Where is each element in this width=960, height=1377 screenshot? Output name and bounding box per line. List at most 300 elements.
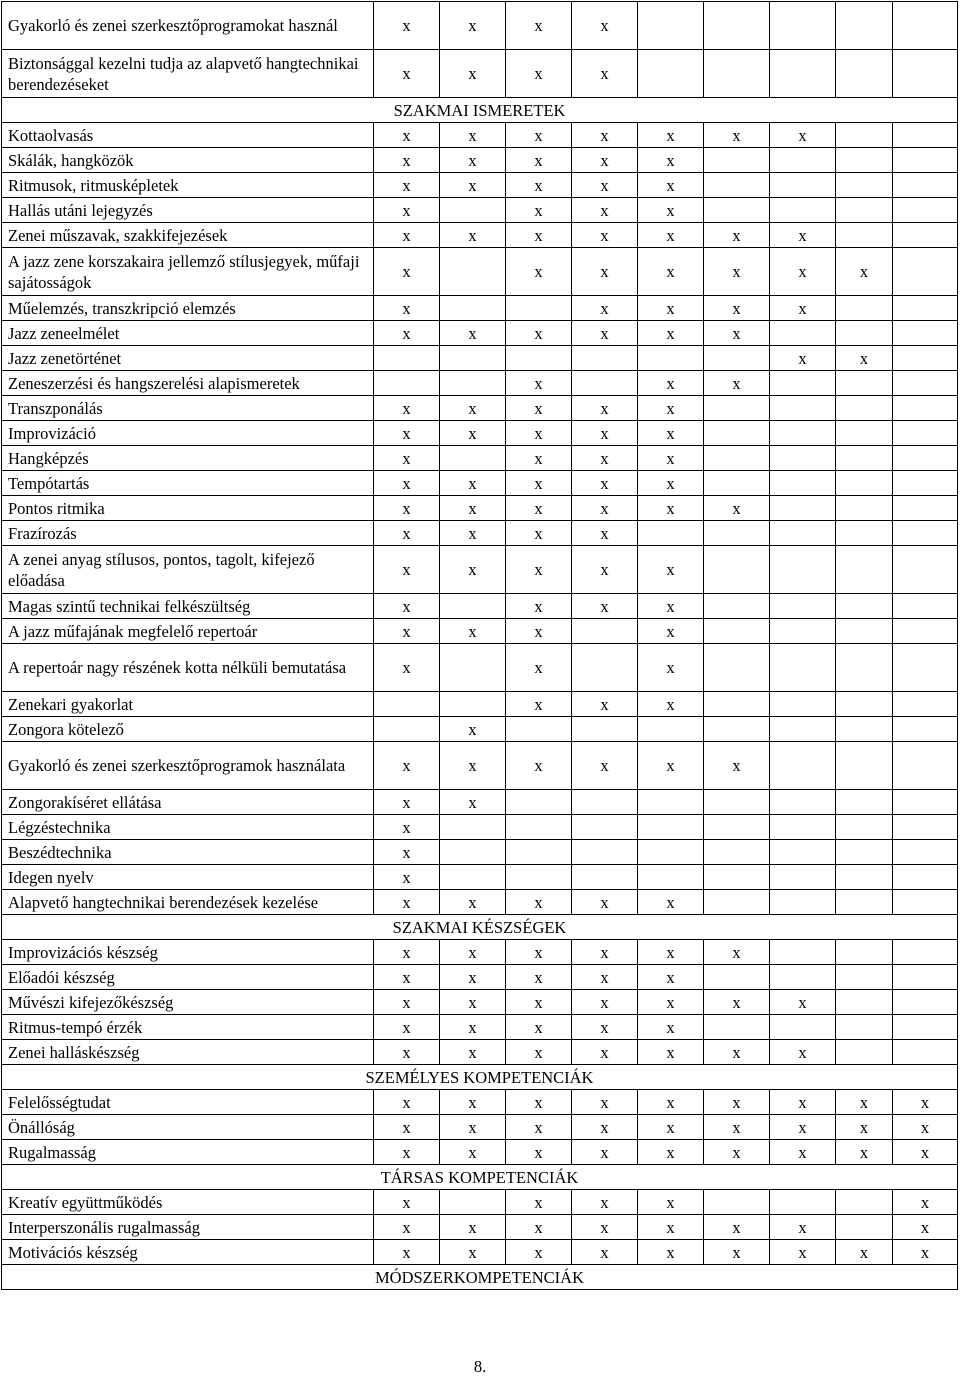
- mark-cell: x: [893, 1115, 958, 1140]
- mark-cell: [440, 865, 506, 890]
- mark-cell: [836, 865, 893, 890]
- mark-cell: x: [638, 123, 704, 148]
- row-label: Improvizáció: [2, 421, 374, 446]
- table-row: [2, 371, 958, 396]
- mark-cell: x: [836, 346, 893, 371]
- mark-cell: [770, 371, 836, 396]
- row-label: Előadói készség: [2, 965, 374, 990]
- mark-cell: [638, 717, 704, 742]
- mark-cell: x: [506, 940, 572, 965]
- mark-cell: [836, 321, 893, 346]
- mark-cell: [704, 521, 770, 546]
- mark-cell: [836, 421, 893, 446]
- mark-cell: [704, 965, 770, 990]
- mark-cell: x: [506, 644, 572, 692]
- mark-cell: [770, 619, 836, 644]
- mark-cell: x: [440, 1015, 506, 1040]
- mark-cell: [770, 742, 836, 790]
- mark-cell: [836, 371, 893, 396]
- mark-cell: [893, 496, 958, 521]
- mark-cell: x: [770, 123, 836, 148]
- table-row: [2, 1115, 958, 1140]
- mark-cell: [704, 692, 770, 717]
- mark-cell: [893, 421, 958, 446]
- mark-cell: x: [572, 421, 638, 446]
- mark-cell: x: [638, 940, 704, 965]
- row-label: Hallás utáni lejegyzés: [2, 198, 374, 223]
- mark-cell: [836, 790, 893, 815]
- section-heading: SZAKMAI KÉSZSÉGEK: [2, 915, 958, 940]
- mark-cell: [704, 790, 770, 815]
- mark-cell: x: [506, 1015, 572, 1040]
- table-row: [2, 546, 958, 594]
- mark-cell: x: [506, 692, 572, 717]
- row-label: Zenekari gyakorlat: [2, 692, 374, 717]
- table-row: [2, 471, 958, 496]
- mark-cell: x: [572, 940, 638, 965]
- mark-cell: x: [440, 717, 506, 742]
- mark-cell: [506, 346, 572, 371]
- mark-cell: [893, 692, 958, 717]
- mark-cell: [440, 371, 506, 396]
- row-label: Jazz zenetörténet: [2, 346, 374, 371]
- mark-cell: [440, 346, 506, 371]
- mark-cell: [770, 421, 836, 446]
- mark-cell: [893, 965, 958, 990]
- mark-cell: x: [572, 198, 638, 223]
- mark-cell: [440, 692, 506, 717]
- mark-cell: [374, 371, 440, 396]
- mark-cell: [770, 594, 836, 619]
- mark-cell: [836, 1040, 893, 1065]
- mark-cell: [770, 865, 836, 890]
- mark-cell: [836, 173, 893, 198]
- table-row: [2, 496, 958, 521]
- mark-cell: [572, 644, 638, 692]
- mark-cell: x: [374, 173, 440, 198]
- mark-cell: [440, 198, 506, 223]
- mark-cell: x: [704, 742, 770, 790]
- mark-cell: x: [704, 1090, 770, 1115]
- mark-cell: [440, 594, 506, 619]
- mark-cell: x: [638, 371, 704, 396]
- mark-cell: [893, 173, 958, 198]
- mark-cell: [506, 865, 572, 890]
- table-row: [2, 173, 958, 198]
- mark-cell: x: [572, 594, 638, 619]
- mark-cell: x: [506, 471, 572, 496]
- row-label: Műelemzés, transzkripció elemzés: [2, 296, 374, 321]
- section-heading: SZAKMAI ISMERETEK: [2, 98, 958, 123]
- mark-cell: [506, 717, 572, 742]
- row-label: Interperszonális rugalmasság: [2, 1215, 374, 1240]
- mark-cell: x: [440, 965, 506, 990]
- mark-cell: x: [638, 496, 704, 521]
- mark-cell: x: [836, 1140, 893, 1165]
- mark-cell: x: [440, 396, 506, 421]
- row-label: Légzéstechnika: [2, 815, 374, 840]
- mark-cell: x: [572, 1040, 638, 1065]
- mark-cell: x: [572, 321, 638, 346]
- mark-cell: [770, 496, 836, 521]
- mark-cell: [893, 865, 958, 890]
- mark-cell: [893, 471, 958, 496]
- mark-cell: [836, 890, 893, 915]
- table-row: [2, 296, 958, 321]
- mark-cell: x: [638, 1115, 704, 1140]
- mark-cell: [770, 1190, 836, 1215]
- mark-cell: x: [638, 965, 704, 990]
- mark-cell: x: [374, 742, 440, 790]
- mark-cell: x: [572, 521, 638, 546]
- mark-cell: [836, 396, 893, 421]
- mark-cell: [770, 173, 836, 198]
- mark-cell: x: [440, 471, 506, 496]
- row-label: Kottaolvasás: [2, 123, 374, 148]
- mark-cell: [836, 2, 893, 50]
- mark-cell: [770, 148, 836, 173]
- mark-cell: x: [374, 815, 440, 840]
- mark-cell: x: [704, 1240, 770, 1265]
- mark-cell: x: [374, 840, 440, 865]
- mark-cell: [638, 2, 704, 50]
- mark-cell: [770, 717, 836, 742]
- mark-cell: [893, 346, 958, 371]
- mark-cell: x: [506, 990, 572, 1015]
- mark-cell: [770, 644, 836, 692]
- table-row: [2, 890, 958, 915]
- mark-cell: [770, 2, 836, 50]
- mark-cell: [893, 248, 958, 296]
- mark-cell: x: [638, 321, 704, 346]
- mark-cell: [770, 692, 836, 717]
- mark-cell: x: [440, 2, 506, 50]
- mark-cell: [704, 619, 770, 644]
- mark-cell: [893, 546, 958, 594]
- mark-cell: [770, 940, 836, 965]
- mark-cell: [770, 521, 836, 546]
- row-label: Gyakorló és zenei szerkesztőprogramokat használ: [2, 2, 374, 50]
- mark-cell: [770, 321, 836, 346]
- row-label: Kreatív együttműködés: [2, 1190, 374, 1215]
- mark-cell: x: [770, 1215, 836, 1240]
- mark-cell: [506, 296, 572, 321]
- mark-cell: [836, 840, 893, 865]
- mark-cell: x: [440, 1090, 506, 1115]
- mark-cell: [770, 815, 836, 840]
- mark-cell: [374, 346, 440, 371]
- mark-cell: x: [374, 123, 440, 148]
- mark-cell: [893, 990, 958, 1015]
- mark-cell: [836, 692, 893, 717]
- mark-cell: x: [572, 742, 638, 790]
- mark-cell: [893, 223, 958, 248]
- mark-cell: x: [374, 1040, 440, 1065]
- mark-cell: x: [572, 50, 638, 98]
- mark-cell: x: [704, 321, 770, 346]
- mark-cell: x: [638, 396, 704, 421]
- mark-cell: [893, 1040, 958, 1065]
- mark-cell: [836, 148, 893, 173]
- mark-cell: [704, 446, 770, 471]
- mark-cell: x: [506, 1040, 572, 1065]
- mark-cell: [770, 396, 836, 421]
- mark-cell: x: [572, 2, 638, 50]
- mark-cell: [638, 50, 704, 98]
- mark-cell: x: [374, 223, 440, 248]
- mark-cell: x: [506, 371, 572, 396]
- table-row: [2, 521, 958, 546]
- section-heading: MÓDSZERKOMPETENCIÁK: [2, 1265, 958, 1290]
- mark-cell: x: [638, 619, 704, 644]
- mark-cell: x: [704, 940, 770, 965]
- section-heading: SZEMÉLYES KOMPETENCIÁK: [2, 1065, 958, 1090]
- mark-cell: x: [374, 1240, 440, 1265]
- mark-cell: x: [572, 446, 638, 471]
- table-row: [2, 50, 958, 98]
- mark-cell: x: [440, 50, 506, 98]
- mark-cell: x: [440, 173, 506, 198]
- mark-cell: x: [374, 644, 440, 692]
- mark-cell: x: [572, 248, 638, 296]
- mark-cell: x: [506, 742, 572, 790]
- mark-cell: x: [770, 990, 836, 1015]
- mark-cell: [506, 790, 572, 815]
- table-row: [2, 1190, 958, 1215]
- mark-cell: x: [572, 123, 638, 148]
- row-label: Ritmus-tempó érzék: [2, 1015, 374, 1040]
- mark-cell: x: [572, 223, 638, 248]
- mark-cell: x: [704, 123, 770, 148]
- mark-cell: x: [638, 546, 704, 594]
- mark-cell: x: [374, 471, 440, 496]
- table-row: [2, 396, 958, 421]
- table-row: [2, 1040, 958, 1065]
- mark-cell: x: [638, 890, 704, 915]
- mark-cell: x: [506, 1140, 572, 1165]
- mark-cell: x: [506, 496, 572, 521]
- mark-cell: x: [506, 148, 572, 173]
- mark-cell: [704, 717, 770, 742]
- table-row: [2, 717, 958, 742]
- mark-cell: x: [638, 1240, 704, 1265]
- mark-cell: x: [374, 619, 440, 644]
- mark-cell: x: [374, 790, 440, 815]
- mark-cell: x: [506, 2, 572, 50]
- mark-cell: x: [374, 50, 440, 98]
- section-row: [2, 1065, 958, 1090]
- mark-cell: [893, 371, 958, 396]
- mark-cell: x: [638, 223, 704, 248]
- mark-cell: [836, 644, 893, 692]
- mark-cell: x: [638, 148, 704, 173]
- mark-cell: [836, 1190, 893, 1215]
- mark-cell: x: [440, 1215, 506, 1240]
- mark-cell: [836, 50, 893, 98]
- mark-cell: x: [638, 990, 704, 1015]
- row-label: Felelősségtudat: [2, 1090, 374, 1115]
- mark-cell: x: [506, 546, 572, 594]
- mark-cell: x: [506, 248, 572, 296]
- mark-cell: [836, 471, 893, 496]
- mark-cell: [374, 717, 440, 742]
- mark-cell: x: [572, 1115, 638, 1140]
- mark-cell: x: [638, 742, 704, 790]
- mark-cell: [770, 471, 836, 496]
- mark-cell: x: [506, 521, 572, 546]
- mark-cell: x: [374, 396, 440, 421]
- mark-cell: [440, 1190, 506, 1215]
- mark-cell: x: [836, 1090, 893, 1115]
- mark-cell: x: [374, 1015, 440, 1040]
- mark-cell: x: [374, 546, 440, 594]
- mark-cell: [440, 644, 506, 692]
- section-row: [2, 1265, 958, 1290]
- mark-cell: x: [893, 1240, 958, 1265]
- row-label: Alapvető hangtechnikai berendezések kezelése: [2, 890, 374, 915]
- mark-cell: x: [440, 1140, 506, 1165]
- row-label: Skálák, hangközök: [2, 148, 374, 173]
- row-label: Pontos ritmika: [2, 496, 374, 521]
- mark-cell: [638, 865, 704, 890]
- mark-cell: [893, 521, 958, 546]
- mark-cell: x: [506, 198, 572, 223]
- mark-cell: x: [506, 1190, 572, 1215]
- mark-cell: [704, 471, 770, 496]
- mark-cell: x: [506, 421, 572, 446]
- row-label: Motivációs készség: [2, 1240, 374, 1265]
- table-row: [2, 742, 958, 790]
- row-label: Hangképzés: [2, 446, 374, 471]
- mark-cell: x: [704, 496, 770, 521]
- mark-cell: x: [440, 990, 506, 1015]
- mark-cell: [836, 940, 893, 965]
- mark-cell: x: [440, 1040, 506, 1065]
- mark-cell: x: [440, 890, 506, 915]
- mark-cell: x: [836, 1240, 893, 1265]
- mark-cell: [893, 1015, 958, 1040]
- table-row: [2, 965, 958, 990]
- mark-cell: x: [440, 223, 506, 248]
- mark-cell: [770, 446, 836, 471]
- table-row: [2, 446, 958, 471]
- mark-cell: x: [506, 446, 572, 471]
- mark-cell: x: [374, 1140, 440, 1165]
- mark-cell: x: [638, 1040, 704, 1065]
- mark-cell: [704, 2, 770, 50]
- mark-cell: x: [440, 742, 506, 790]
- mark-cell: [638, 840, 704, 865]
- mark-cell: [893, 619, 958, 644]
- mark-cell: x: [506, 1240, 572, 1265]
- row-label: Frazírozás: [2, 521, 374, 546]
- page-number: 8.: [473, 1357, 487, 1376]
- mark-cell: [893, 790, 958, 815]
- table-row: [2, 990, 958, 1015]
- mark-cell: x: [506, 1090, 572, 1115]
- mark-cell: [893, 815, 958, 840]
- mark-cell: x: [374, 965, 440, 990]
- table-row: [2, 865, 958, 890]
- mark-cell: x: [374, 865, 440, 890]
- mark-cell: x: [440, 619, 506, 644]
- mark-cell: x: [440, 123, 506, 148]
- mark-cell: x: [374, 2, 440, 50]
- mark-cell: x: [506, 396, 572, 421]
- mark-cell: x: [704, 296, 770, 321]
- mark-cell: [893, 890, 958, 915]
- mark-cell: x: [893, 1140, 958, 1165]
- row-label: Gyakorló és zenei szerkesztőprogramok használata: [2, 742, 374, 790]
- mark-cell: x: [770, 1115, 836, 1140]
- mark-cell: x: [770, 1090, 836, 1115]
- mark-cell: [506, 815, 572, 840]
- mark-cell: x: [638, 173, 704, 198]
- table-row: [2, 594, 958, 619]
- mark-cell: [638, 521, 704, 546]
- row-label: Önállóság: [2, 1115, 374, 1140]
- row-label: A jazz műfajának megfelelő repertoár: [2, 619, 374, 644]
- mark-cell: x: [374, 321, 440, 346]
- row-label: Művészi kifejezőkészség: [2, 990, 374, 1015]
- mark-cell: x: [374, 990, 440, 1015]
- mark-cell: x: [374, 1215, 440, 1240]
- mark-cell: x: [572, 965, 638, 990]
- mark-cell: [572, 815, 638, 840]
- mark-cell: [572, 840, 638, 865]
- mark-cell: x: [638, 1015, 704, 1040]
- mark-cell: x: [704, 1040, 770, 1065]
- mark-cell: x: [704, 371, 770, 396]
- mark-cell: x: [506, 321, 572, 346]
- mark-cell: [704, 198, 770, 223]
- mark-cell: x: [572, 1215, 638, 1240]
- mark-cell: [704, 594, 770, 619]
- mark-cell: x: [770, 296, 836, 321]
- table-row: [2, 940, 958, 965]
- table-row: [2, 644, 958, 692]
- mark-cell: [893, 446, 958, 471]
- mark-cell: [572, 619, 638, 644]
- table-row: [2, 198, 958, 223]
- mark-cell: x: [572, 296, 638, 321]
- row-label: Improvizációs készség: [2, 940, 374, 965]
- mark-cell: x: [572, 1190, 638, 1215]
- table-row: [2, 1215, 958, 1240]
- mark-cell: [893, 396, 958, 421]
- mark-cell: [836, 546, 893, 594]
- table-row: [2, 692, 958, 717]
- table-row: [2, 148, 958, 173]
- mark-cell: x: [893, 1190, 958, 1215]
- mark-cell: x: [572, 396, 638, 421]
- mark-cell: x: [893, 1215, 958, 1240]
- table-row: [2, 248, 958, 296]
- mark-cell: [893, 50, 958, 98]
- row-label: Zenei műszavak, szakkifejezések: [2, 223, 374, 248]
- mark-cell: x: [440, 940, 506, 965]
- mark-cell: [638, 790, 704, 815]
- mark-cell: x: [506, 619, 572, 644]
- mark-cell: x: [374, 148, 440, 173]
- mark-cell: x: [704, 990, 770, 1015]
- mark-cell: x: [374, 1115, 440, 1140]
- mark-cell: [893, 717, 958, 742]
- mark-cell: [893, 644, 958, 692]
- row-label: Zongora kötelező: [2, 717, 374, 742]
- mark-cell: x: [506, 50, 572, 98]
- mark-cell: x: [572, 1240, 638, 1265]
